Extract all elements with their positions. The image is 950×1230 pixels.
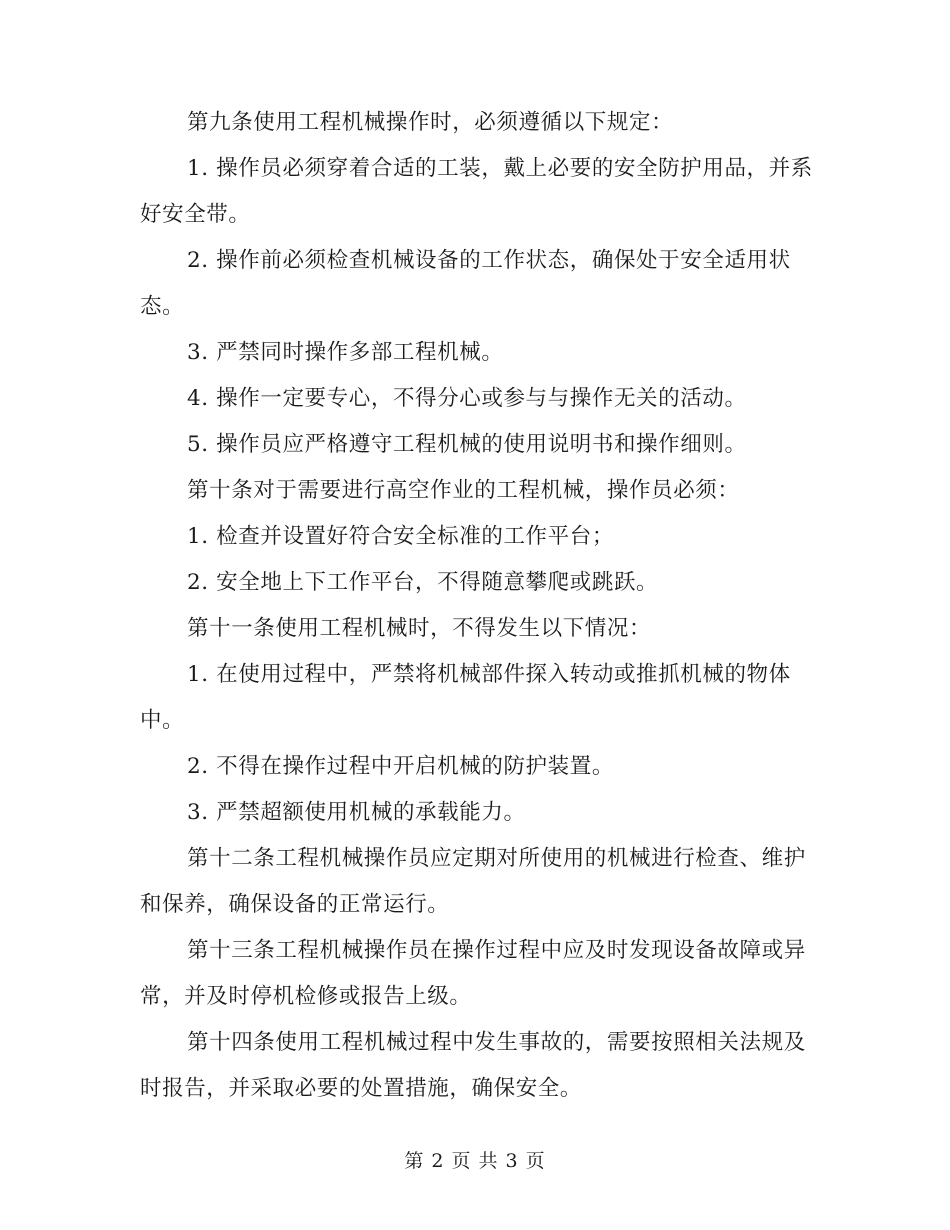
list-item: 2. 不得在操作过程中开启机械的防护装置。 (187, 754, 614, 779)
list-item: 3. 严禁超额使用机械的承载能力。 (187, 800, 526, 825)
paragraph-article-12: 第十二条工程机械操作员应定期对所使用的机械进行检查、维护和保养，确保设备的正常运行。 (140, 846, 806, 917)
list-item: 3. 严禁同时操作多部工程机械。 (187, 340, 504, 365)
paragraph-article-14: 第十四条使用工程机械过程中发生事故的，需要按照相关法规及时报告，并采取必要的处置措施，确保安全。 (140, 1030, 806, 1101)
paragraph-article-9: 第九条使用工程机械操作时，必须遵循以下规定： (187, 110, 674, 135)
page-number-footer: 第 2 页 共 3 页 (404, 1150, 546, 1172)
list-item: 4. 操作一定要专心，不得分心或参与与操作无关的活动。 (187, 386, 747, 411)
paragraph-article-10: 第十条对于需要进行高空作业的工程机械，操作员必须： (187, 478, 740, 503)
list-item: 2. 操作前必须检查机械设备的工作状态，确保处于安全适用状态。 (140, 248, 791, 319)
document-body (140, 100, 820, 1112)
list-item: 1. 检查并设置好符合安全标准的工作平台； (187, 524, 614, 549)
list-item: 1. 操作员必须穿着合适的工装，戴上必要的安全防护用品，并系好安全带。 (140, 156, 813, 227)
list-item: 2. 安全地上下工作平台，不得随意攀爬或跳跃。 (187, 570, 659, 595)
list-item: 5. 操作员应严格遵守工程机械的使用说明书和操作细则。 (187, 432, 747, 457)
list-item: 1. 在使用过程中，严禁将机械部件探入转动或推抓机械的物体中。 (140, 662, 791, 733)
paragraph-article-11: 第十一条使用工程机械时，不得发生以下情况： (187, 616, 652, 641)
paragraph-article-13: 第十三条工程机械操作员在操作过程中应及时发现设备故障或异常，并及时停机检修或报告上级。 (140, 938, 806, 1009)
